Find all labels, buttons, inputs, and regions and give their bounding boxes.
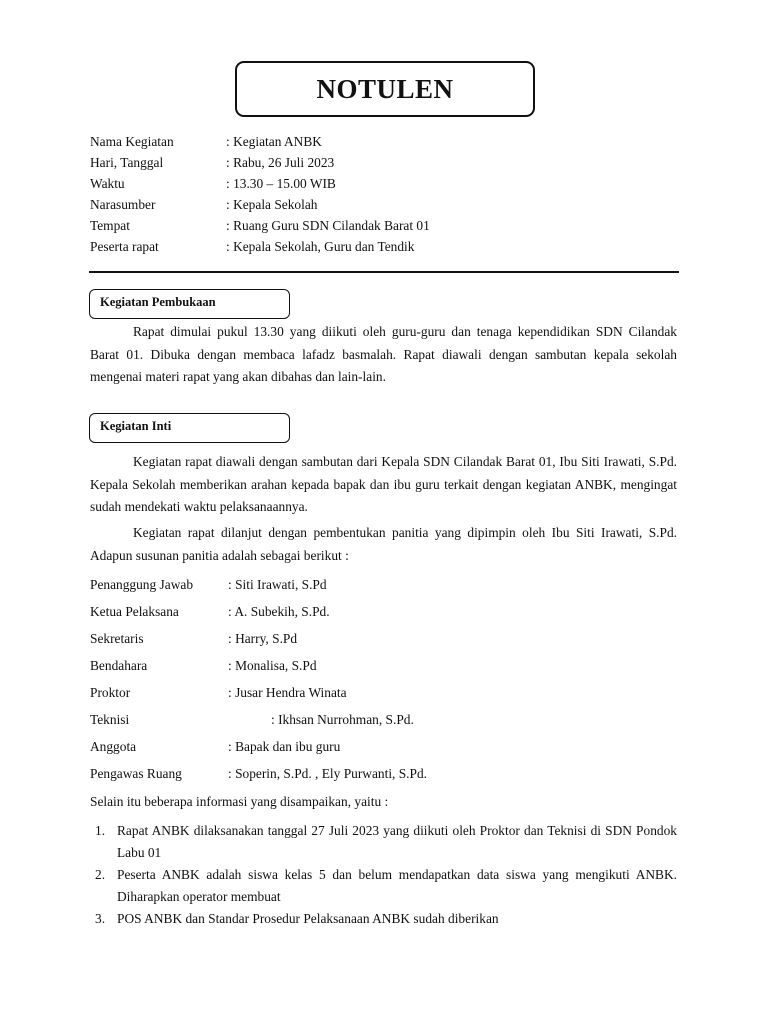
committee-role: Penanggung Jawab <box>90 577 194 592</box>
committee-member: : Ikhsan Nurrohman, S.Pd. <box>271 712 414 727</box>
core-paragraph-1: Kegiatan rapat diawali dengan sambutan dari Kepala SDN Cilandak Barat 01, Ibu Siti Irawati, S.Pd. Kepala Sekolah memberikan arahan kepada bapak dan ibu guru terkait dengan kegiatan ANBK, mengingat sudah mendekati waktu pelaksanaannya. <box>90 454 677 514</box>
info-value: : Ruang Guru SDN Cilandak Barat 01 <box>226 218 430 233</box>
section-divider <box>89 271 679 273</box>
list-number: 2. <box>95 867 106 882</box>
list-text: Rapat ANBK dilaksanakan tanggal 27 Juli 2023 yang diikuti oleh Proktor dan Teknisi di SDN Pondok Labu 01 <box>117 823 677 860</box>
info-label: Nama Kegiatan <box>90 134 174 149</box>
committee-role: Anggota <box>90 739 137 754</box>
list-number: 1. <box>95 823 106 838</box>
committee-member: : Monalisa, S.Pd <box>228 658 317 673</box>
opening-heading-box <box>89 289 290 319</box>
committee-role: Bendahara <box>90 658 148 673</box>
list-item <box>90 908 677 930</box>
list-text: Peserta ANBK adalah siswa kelas 5 dan belum mendapatkan data siswa yang mengikuti ANBK. Diharapkan operator membuat <box>117 867 677 904</box>
info-label: Narasumber <box>90 197 156 212</box>
core-heading-box <box>89 413 290 443</box>
list-item <box>90 864 677 908</box>
committee-role: Teknisi <box>90 712 130 727</box>
info-label: Peserta rapat <box>90 239 159 254</box>
list-item <box>90 820 677 864</box>
committee-member: : A. Subekih, S.Pd. <box>228 604 330 619</box>
list-text: POS ANBK dan Standar Prosedur Pelaksanaan ANBK sudah diberikan <box>117 911 499 926</box>
core-paragraph-2: Kegiatan rapat dilanjut dengan pembentukan panitia yang dipimpin oleh Ibu Siti Irawati, S.Pd. Adapun susunan panitia adalah sebagai berikut : <box>90 525 677 563</box>
info-label: Tempat <box>90 218 130 233</box>
document-title: NOTULEN <box>316 73 454 104</box>
list-number: 3. <box>95 911 106 926</box>
committee-role: Sekretaris <box>90 631 144 646</box>
committee-role: Ketua Pelaksana <box>90 604 179 619</box>
committee-member: : Jusar Hendra Winata <box>228 685 347 700</box>
committee-role: Pengawas Ruang <box>90 766 182 781</box>
opening-heading: Kegiatan Pembukaan <box>100 295 216 309</box>
committee-role: Proktor <box>90 685 131 700</box>
info-value: : Kepala Sekolah <box>226 197 318 212</box>
core-heading: Kegiatan Inti <box>100 419 172 433</box>
info-label: Hari, Tanggal <box>90 155 164 170</box>
info-list <box>90 820 677 930</box>
info-label: Waktu <box>90 176 125 191</box>
info-value: : 13.30 – 15.00 WIB <box>226 176 336 191</box>
info-value: : Kegiatan ANBK <box>226 134 322 149</box>
committee-member: : Siti Irawati, S.Pd <box>228 577 327 592</box>
committee-member: : Harry, S.Pd <box>228 631 298 646</box>
info-value: : Kepala Sekolah, Guru dan Tendik <box>226 239 415 254</box>
opening-paragraph: Rapat dimulai pukul 13.30 yang diikuti oleh guru-guru dan tenaga kependidikan SDN Cilandak Barat 01. Dibuka dengan membaca lafadz basmalah. Rapat diawali dengan sambutan kepala sekolah mengenai materi rapat yang akan dibahas dan lain-lain. <box>90 324 677 384</box>
info-value: : Rabu, 26 Juli 2023 <box>226 155 335 170</box>
title-box <box>235 61 535 117</box>
committee-member: : Bapak dan ibu guru <box>228 739 341 754</box>
committee-member: : Soperin, S.Pd. , Ely Purwanti, S.Pd. <box>228 766 428 781</box>
info-intro: Selain itu beberapa informasi yang disampaikan, yaitu : <box>90 794 389 809</box>
